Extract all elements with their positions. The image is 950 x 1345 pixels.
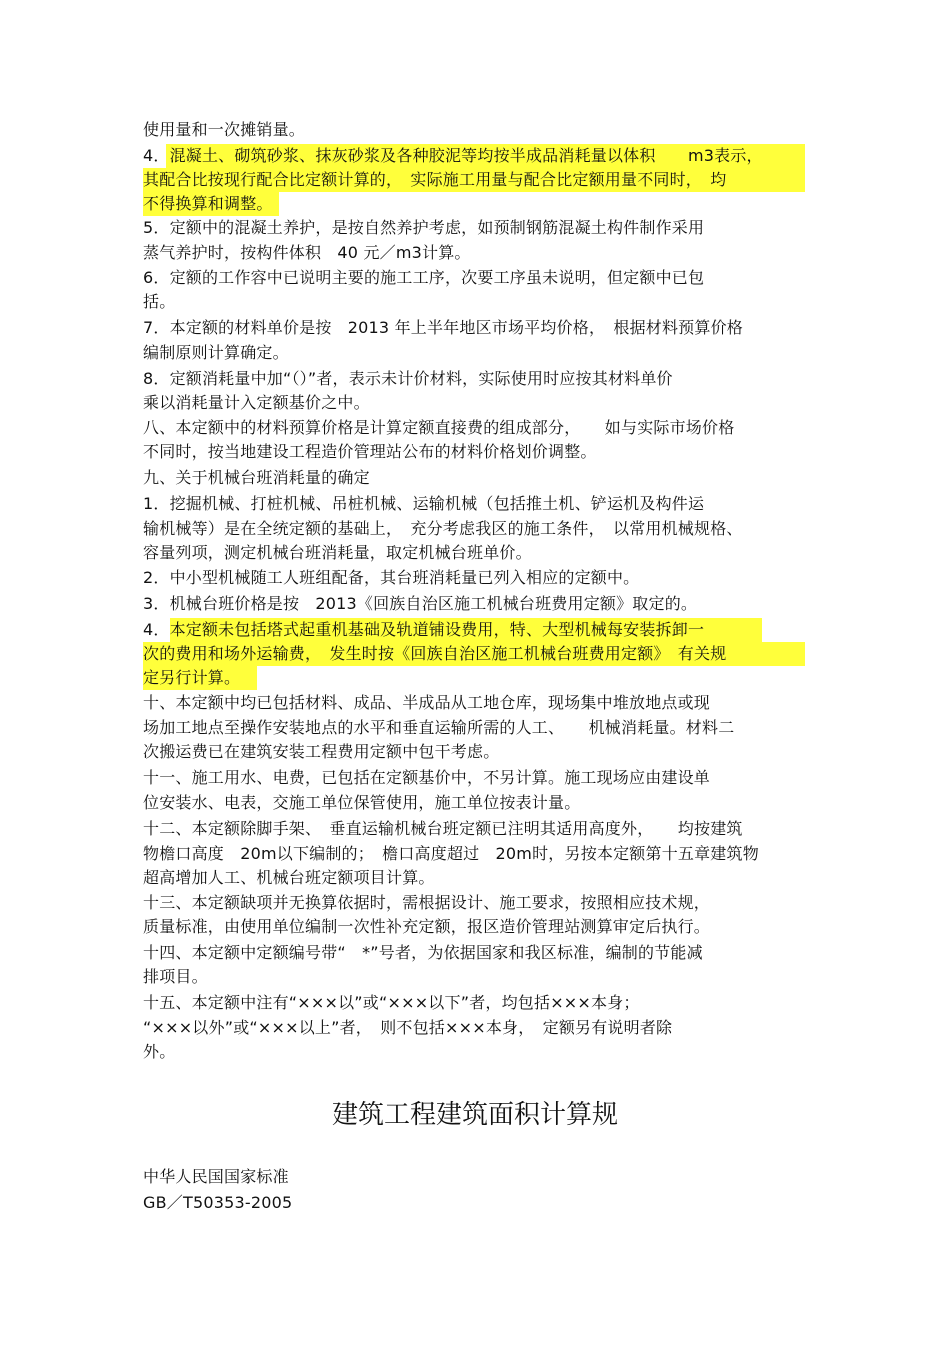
text-line: 位安装水、电表，交施工单位保管使用，施工单位按表计量。: [143, 793, 581, 812]
text-line: 质量标准，由使用单位编制一次性补充定额，报区造价管理站测算审定后执行。: [143, 917, 711, 936]
text-line: 排项目。: [143, 967, 208, 986]
text-line: 括。: [143, 292, 176, 311]
text-line: 九、关于机械台班消耗量的确定: [143, 468, 370, 487]
text-line: 十、本定额中均已包括材料、成品、半成品从工地仓库，现场集中堆放地点或现: [143, 693, 711, 712]
standard-code: GB／T50353-2005: [143, 1193, 293, 1212]
text-line: 场加工地点至操作安装地点的水平和垂直运输所需的人工、 机械消耗量。材料二: [143, 718, 735, 737]
text-line: 不同时，按当地建设工程造价管理站公布的材料价格划价调整。: [143, 442, 597, 461]
text-line: 输机械等）是在全统定额的基础上， 充分考虑我区的施工条件， 以常用机械规格、: [143, 519, 743, 538]
text-line: 超高增加人工、机械台班定额项目计算。: [143, 868, 435, 887]
text-line: 8．定额消耗量中加“（）”者，表示未计价材料，实际使用时应按其材料单价: [143, 369, 673, 388]
section-title: 建筑工程建筑面积计算规: [331, 1100, 618, 1130]
standard-name: 中华人民国国家标准: [143, 1167, 289, 1186]
text-line: 八、本定额中的材料预算价格是计算定额直接费的组成部分， 如与实际市场价格: [143, 418, 735, 437]
text-line: 不得换算和调整。: [143, 194, 273, 213]
text-line: “×××以外”或“×××以上”者， 则不包括×××本身， 定额另有说明者除: [143, 1018, 673, 1037]
text-line: 2．中小型机械随工人班组配备，其台班消耗量已列入相应的定额中。: [143, 568, 640, 587]
text-line: 次的费用和场外运输费， 发生时按《回族自治区施工机械台班费用定额》 有关规: [143, 644, 727, 663]
text-line: 使用量和一次摊销量。: [143, 120, 306, 139]
text-line: 乘以消耗量计入定额基价之中。: [143, 393, 370, 412]
text-line: 蒸气养护时，按构件体积 40 元／m3计算。: [143, 243, 471, 262]
text-line: 4．混凝土、砌筑砂浆、抹灰砂浆及各种胶泥等均按半成品消耗量以体积 m3表示，: [143, 146, 763, 165]
text-line: 6．定额的工作容中已说明主要的施工工序，次要工序虽未说明，但定额中已包: [143, 268, 705, 287]
text-line: 十四、本定额中定额编号带“ *”号者，为依据国家和我区标准，编制的节能减: [143, 943, 703, 962]
text-line: 1．挖掘机械、打桩机械、吊桩机械、运输机械（包括推土机、铲运机及构件运: [143, 494, 705, 513]
text-line: 7．本定额的材料单价是按 2013 年上半年地区市场平均价格， 根据材料预算价格: [143, 318, 743, 337]
text-line: 次搬运费已在建筑安装工程费用定额中包干考虑。: [143, 742, 500, 761]
text-line: 十三、本定额缺项并无换算依据时，需根据设计、施工要求，按照相应技术规，: [143, 893, 711, 912]
text-line: 容量列项，测定机械台班消耗量，取定机械台班单价。: [143, 543, 532, 562]
text-line: 5．定额中的混凝土养护，是按自然养护考虑，如预制钢筋混凝土构件制作采用: [143, 218, 705, 237]
text-line: 十二、本定额除脚手架、 垂直运输机械台班定额已注明其适用高度外， 均按建筑: [143, 819, 743, 838]
text-line: 3．机械台班价格是按 2013《回族自治区施工机械台班费用定额》取定的。: [143, 594, 698, 613]
text-line: 编制原则计算确定。: [143, 343, 289, 362]
text-line: 其配合比按现行配合比定额计算的， 实际施工用量与配合比定额用量不同时， 均: [143, 170, 727, 189]
text-line: 4．本定额未包括塔式起重机基础及轨道铺设费用，特、大型机械每安装拆卸一: [143, 620, 705, 639]
text-line: 外。: [143, 1042, 176, 1061]
text-line: 十五、本定额中注有“×××以”或“×××以下”者，均包括×××本身；: [143, 993, 640, 1012]
text-line: 定另行计算。: [143, 668, 241, 687]
text-line: 十一、施工用水、电费，已包括在定额基价中，不另计算。施工现场应由建设单: [143, 768, 711, 787]
text-line: 物檐口高度 20m以下编制的； 檐口高度超过 20m时，另按本定额第十五章建筑物: [143, 844, 759, 863]
